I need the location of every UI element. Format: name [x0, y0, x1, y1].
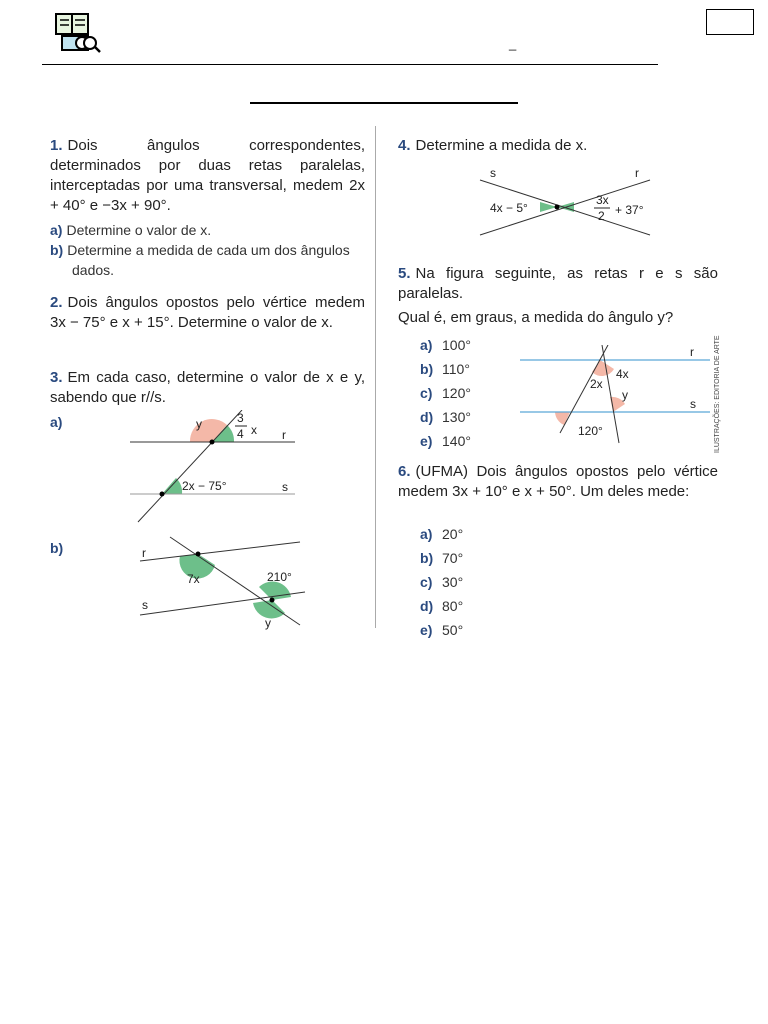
line-label-s: s	[490, 166, 496, 180]
question-number: 1.	[50, 137, 63, 154]
question-1	[50, 136, 365, 280]
question-5-options	[420, 333, 471, 453]
question-number: 5.	[398, 265, 411, 282]
question-number: 6.	[398, 463, 411, 480]
line-label-r: r	[142, 546, 146, 560]
angle-label-120: 120°	[578, 424, 603, 438]
question-prompt: Qual é, em graus, a medida do ângulo y?	[398, 309, 674, 326]
illustration-credit: ILUSTRAÇÕES: EDITORIA DE ARTE	[714, 335, 721, 453]
book-and-magnifier-icon	[52, 12, 102, 54]
angle-label-y: y	[622, 388, 628, 402]
transversal-line	[138, 410, 242, 522]
option-a[interactable]: a) 20°	[420, 526, 464, 542]
option-d[interactable]: d) 80°	[420, 598, 464, 614]
angle-label-210: 210°	[267, 570, 292, 584]
option-a[interactable]: a) 100°	[420, 337, 471, 353]
figure-3b	[135, 535, 310, 635]
intersection-point	[196, 552, 201, 557]
figure-5	[520, 345, 710, 445]
question-3-item-a: a)	[50, 414, 63, 430]
intersection-point	[555, 205, 560, 210]
option-c[interactable]: c) 120°	[420, 385, 471, 401]
question-6-options	[420, 522, 463, 642]
question-text: Em cada caso, determine o valor de x e y, sabendo que r//s.	[50, 369, 365, 406]
line-label-r: r	[635, 166, 639, 180]
angle-label-4x-5: 4x − 5°	[490, 201, 528, 215]
intersection-point	[270, 598, 275, 603]
option-d[interactable]: d) 130°	[420, 409, 471, 425]
line-label-s: s	[690, 397, 696, 411]
question-item-b: b) Determine a medida de cada um dos ângulos dados.	[50, 242, 350, 278]
question-4	[398, 136, 718, 156]
angle-label-2x-75: 2x − 75°	[182, 479, 227, 493]
question-number: 4.	[398, 137, 411, 154]
fraction-denominator: 4	[237, 427, 244, 441]
angle-label-7x: 7x	[187, 572, 200, 586]
line-r	[140, 542, 300, 561]
angle-label-y: y	[196, 417, 202, 431]
column-divider	[375, 126, 376, 628]
line-label-r: r	[690, 345, 694, 359]
line-label-s: s	[142, 598, 148, 612]
option-e[interactable]: e) 140°	[420, 433, 471, 449]
angle-label-y: y	[265, 616, 271, 630]
angle-210-arc	[259, 582, 291, 600]
line-label-r: r	[282, 428, 286, 442]
question-text: Dois ângulos opostos pelo vértice medem 3x − 75° e x + 15°. Determine o valor de x.	[50, 294, 365, 331]
fraction-numerator: 3	[237, 411, 244, 425]
line-label-s: s	[282, 480, 288, 494]
page-number-box	[706, 9, 754, 35]
option-e[interactable]: e) 50°	[420, 622, 464, 638]
question-number: 2.	[50, 294, 63, 311]
angle-label-2x: 2x	[590, 377, 603, 391]
question-item-a: a) Determine o valor de x.	[50, 222, 212, 238]
figure-4	[470, 165, 680, 245]
fraction-denominator: 2	[598, 209, 605, 223]
option-b[interactable]: b) 110°	[420, 361, 470, 377]
question-6	[398, 462, 718, 502]
angle-label-x: x	[251, 423, 257, 437]
title-underline	[250, 102, 518, 104]
header-dash: _	[509, 36, 517, 51]
angle-label-4x: 4x	[616, 367, 629, 381]
question-5	[398, 264, 718, 328]
intersection-point	[210, 440, 215, 445]
question-number: 3.	[50, 369, 63, 386]
question-text: Dois ângulos correspondentes, determinados por duas retas paralelas, interceptadas por uma transversal, medem 2x + 40° e −3x + 90°.	[50, 137, 365, 214]
question-3-item-b: b)	[50, 540, 64, 556]
question-3	[50, 368, 365, 408]
angle-label-37: + 37°	[615, 203, 644, 217]
question-text: Na figura seguinte, as retas r e s são paralelas.	[398, 265, 718, 302]
fraction-numerator: 3x	[596, 193, 609, 207]
option-b[interactable]: b) 70°	[420, 550, 464, 566]
question-text: Determine a medida de x.	[415, 137, 588, 154]
figure-3a	[120, 410, 300, 525]
option-c[interactable]: c) 30°	[420, 574, 464, 590]
question-2	[50, 293, 365, 333]
question-text: (UFMA) Dois ângulos opostos pelo vértice medem 3x + 10° e x + 50°. Um deles mede:	[398, 463, 718, 500]
header-divider	[42, 64, 658, 65]
intersection-point	[160, 492, 165, 497]
